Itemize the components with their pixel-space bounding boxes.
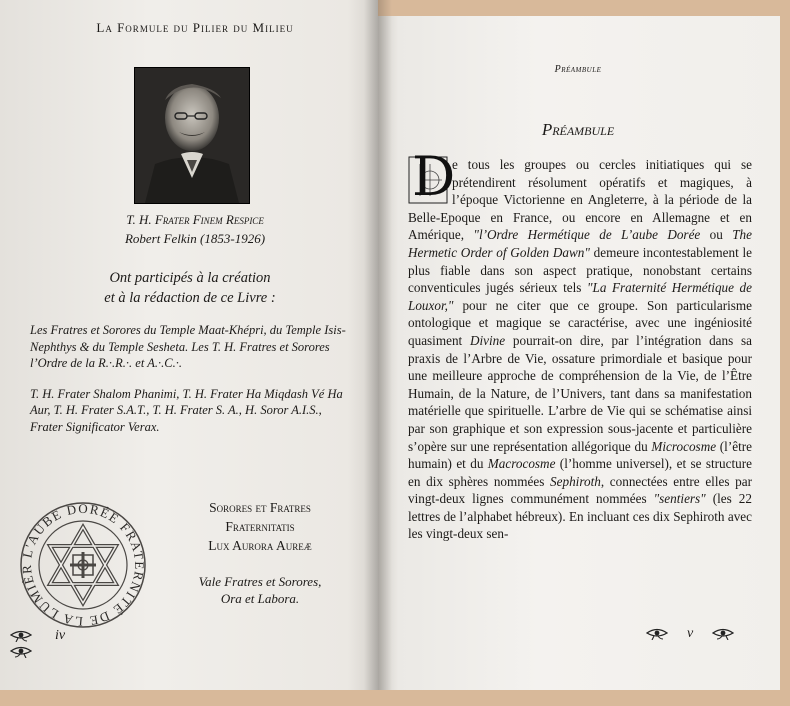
body-segment: "La Fraternité Hermétique de Louxor," xyxy=(408,280,752,313)
eye-of-horus-icon xyxy=(10,630,32,642)
body-segment: pour ne citer que ce groupe. Son particularisme ontologique et magique se caractérise, avec une ingéniosité quasiment xyxy=(408,297,752,348)
body-segment: pourrait-on dire, par l’intégration dans sa praxis de l’Arbre de Vie, ossature primordiale et basique pour une meilleure approche de compréhension de la Vie, de l’Être Humain, de la Nature, de l’Univers, tant dans sa manifestation matérielle que spirituelle. L’arbre de Vie qui se schématise ainsi par son graphique et son expression sous-jacente et particulière s’opère sur une représentation allégorique du xyxy=(408,332,752,454)
vale-line-2: Ora et Labora. xyxy=(220,591,300,606)
orders-line-1: Sorores et Fratres xyxy=(209,500,311,515)
body-segment: (l’être humain) et du xyxy=(408,438,752,472)
fraternity-seal xyxy=(18,500,148,630)
credits-title xyxy=(40,268,340,308)
seal-text: L'AUBE DORÉE FRATERNITÉ DE LA LUMIÈR xyxy=(18,500,148,630)
page-number-right: v xyxy=(687,626,694,641)
seal-emblem-icon xyxy=(18,500,148,630)
body-paragraph xyxy=(408,156,752,543)
portrait-photo xyxy=(134,67,250,204)
vale-block xyxy=(170,573,350,607)
chapter-title: Préambule xyxy=(541,120,615,139)
credits-title-line-2: et à la rédaction de ce Livre : xyxy=(104,290,276,306)
eye-of-horus-icon xyxy=(712,628,734,640)
caption-line-2: Robert Felkin (1853-1926) xyxy=(124,231,266,246)
running-head-left: La Formule du Pilier du Milieu xyxy=(96,20,294,35)
drop-cap-letter: D xyxy=(412,145,456,208)
body-segment: , connectées entre elles par vingt-deux lignes communément nommées xyxy=(408,473,752,507)
folio-left xyxy=(10,628,100,650)
orders-line-3: Lux Aurora Aureæ xyxy=(208,538,312,553)
eye-of-horus-icon xyxy=(10,646,32,658)
right-page xyxy=(378,16,780,690)
orders-block xyxy=(170,498,350,555)
body-segment: Sephiroth xyxy=(550,473,601,489)
left-page xyxy=(0,0,378,690)
body-segment: Microcosme xyxy=(651,438,717,454)
body-segment: Divine xyxy=(469,332,506,348)
page-number-left: iv xyxy=(55,628,66,643)
body-segment: e tous les groupes ou cercles initiatiques qui se prétendirent résolument opératifs et magiques, à l’époque Victorienne en Angleterre, à la période de la Belle-Epoque en France, ou encore en Allemagne et en Amérique, xyxy=(408,157,752,243)
body-segment: (l’homme universel), et se structure en dix sphères nommées xyxy=(408,456,752,489)
body-text xyxy=(408,145,753,543)
body-segment: The Hermetic Order of Golden Dawn" xyxy=(408,227,752,260)
body-segment: "sentiers" xyxy=(653,491,706,507)
credits-paragraph-2: T. H. Frater Shalom Phanimi, T. H. Frater Ha Miqdash Vé Ha Aur, T. H. Frater S.A.T., T. H. Frater S. A., H. Soror A.I.S., Frater Significator Verax. xyxy=(30,386,343,434)
eye-of-horus-icon xyxy=(646,628,668,640)
body-segment: "l’Ordre Hermétique de L’aube Dorée xyxy=(473,227,701,243)
credits-body xyxy=(30,322,350,449)
drop-cap xyxy=(408,145,456,208)
body-segment: (les 22 lettres de l’alphabet hébreux). En incluant ces dix Sephiroth avec les vingt-deux sen- xyxy=(408,491,752,542)
orders-line-2: Fraternitatis xyxy=(225,519,295,534)
body-segment: Macrocosme xyxy=(487,456,556,472)
running-head-right: Préambule xyxy=(554,64,602,75)
credits-title-line-1: Ont participés à la création xyxy=(109,270,271,286)
portrait-caption xyxy=(60,210,330,248)
folio-right xyxy=(646,626,746,648)
body-segment: ou xyxy=(700,227,733,243)
portrait-image xyxy=(135,68,249,203)
credits-paragraph-1: Les Fratres et Sorores du Temple Maat-Khépri, du Temple Isis-Nephthys & du Temple Sesheta. Les T. H. Fratres et Sorores l’Ordre de la R.·.R.·. et A.·.C.·. xyxy=(30,323,346,370)
body-segment: demeure incontestablement le plus fiable dans son aspect pratique, nonobstant certains conventicules jugés sérieux tels xyxy=(408,244,753,296)
vale-line-1: Vale Fratres et Sorores, xyxy=(198,574,322,589)
caption-line-1: T. H. Frater Finem Respice xyxy=(126,212,264,227)
